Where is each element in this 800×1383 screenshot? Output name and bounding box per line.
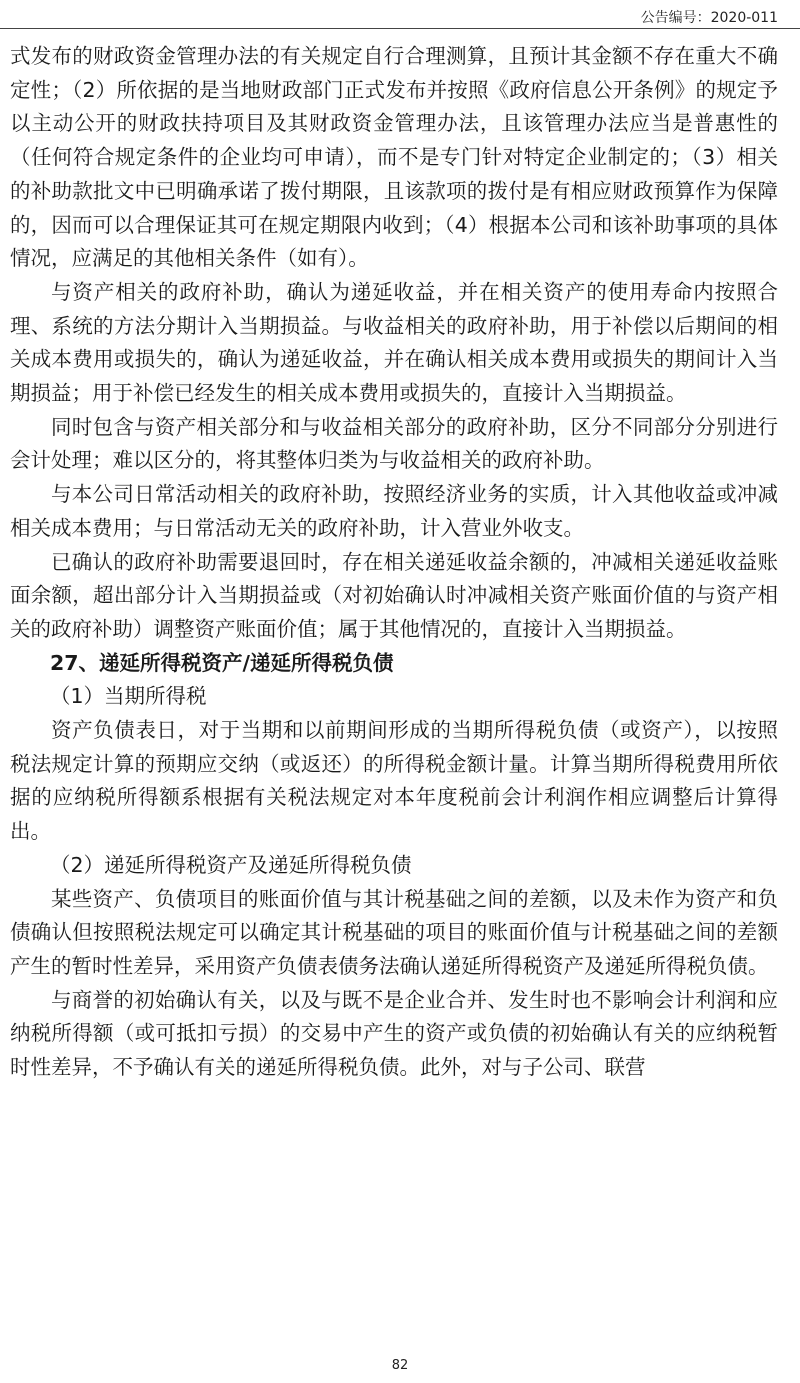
paragraph-daily-activity-grants: 与本公司日常活动相关的政府补助，按照经济业务的实质，计入其他收益或冲减相关成本费用；与日常活动无关的政府补助，计入营业外收支。 <box>10 482 778 540</box>
paragraph-grant-refund: 已确认的政府补助需要退回时，存在相关递延收益余额的，冲减相关递延收益账面余额，超出部分计入当期损益或（对初始确认时冲减相关资产账面价值的与资产相关的政府补助）调整资产账面价值；属于其他情况的，直接计入当期损益。 <box>10 549 778 641</box>
announcement-number: 公告编号：2020-011 <box>640 10 778 26</box>
page-header <box>0 0 800 34</box>
paragraph-temporary-differences: 某些资产、负债项目的账面价值与其计税基础之间的差额，以及未作为资产和负债确认但按照税法规定可以确定其计税基础的项目的账面价值与计税基础之间的差额产生的暂时性差异，采用资产负债表债务法确认递延所得税资产及递延所得税负债。 <box>10 886 778 978</box>
page-number: 82 <box>391 1358 409 1373</box>
paragraph-goodwill-exception: 与商誉的初始确认有关，以及与既不是企业合并、发生时也不影响会计利润和应纳税所得额（或可抵扣亏损）的交易中产生的资产或负债的初始确认有关的应纳税暂时性差异，不予确认有关的递延所得税负债。此外，对与子公司、联营 <box>10 987 778 1080</box>
paragraph-mixed-grants: 同时包含与资产相关部分和与收益相关部分的政府补助，区分不同部分分别进行会计处理；难以区分的，将其整体归类为与收益相关的政府补助。 <box>10 414 778 473</box>
paragraph-asset-related-grants: 与资产相关的政府补助，确认为递延收益，并在相关资产的使用寿命内按照合理、系统的方法分期计入当期损益。与收益相关的政府补助，用于补偿以后期间的相关成本费用或损失的，确认为递延收益，并在确认相关成本费用或损失的期间计入当期损益；用于补偿已经发生的相关成本费用或损失的，直接计入当期损益。 <box>10 279 778 406</box>
paragraph-grant-conditions-continued: 式发布的财政资金管理办法的有关规定自行合理测算，且预计其金额不存在重大不确定性；（2）所依据的是当地财政部门正式发布并按照《政府信息公开条例》的规定予以主动公开的财政扶持项目及其财政资金管理办法，且该管理办法应当是普惠性的（任何符合规定条件的企业均可申请），而不是专门针对特定企业制定的；（3）相关的补助款批文中已明确承诺了拨付期限，且该款项的拨付是有相应财政预算作为保障的，因而可以合理保证其可在规定期限内收到；（4）根据本公司和该补助事项的具体情况，应满足的其他相关条件（如有）。 <box>10 44 778 271</box>
header-divider <box>0 28 800 29</box>
document-body <box>10 40 778 1085</box>
paragraph-current-tax: 资产负债表日，对于当期和以前期间形成的当期所得税负债（或资产），以按照税法规定计算的预期应交纳（或返还）的所得税金额计量。计算当期所得税费用所依据的应纳税所得额系根据有关税法规定对本年度税前会计利润作相应调整后计算得出。 <box>10 718 778 844</box>
subheading-deferred-tax: （2）递延所得税资产及递延所得税负债 <box>50 852 412 877</box>
section-heading-deferred-tax: 27、递延所得税资产/递延所得税负债 <box>50 650 394 675</box>
subheading-current-tax: （1）当期所得税 <box>50 684 207 709</box>
